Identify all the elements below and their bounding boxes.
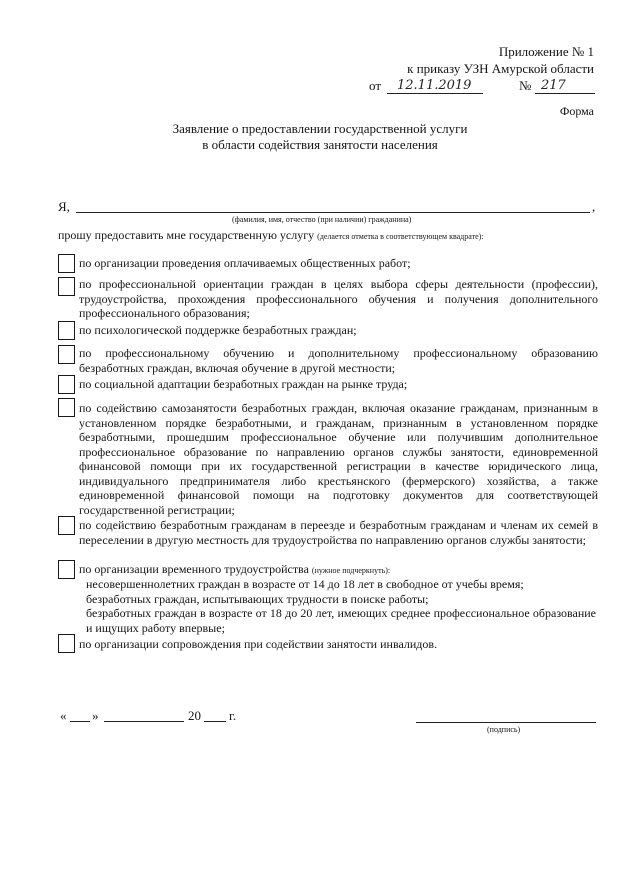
- document-title-line1: Заявление о предоставлении государственной услуги: [172, 121, 468, 136]
- order-date-number-line: [369, 78, 595, 96]
- name-field-hint: (фамилия, имя, отчество (при наличии) гражданина): [232, 215, 412, 224]
- checkbox[interactable]: [58, 634, 75, 653]
- number-label: №: [519, 78, 532, 93]
- checkbox[interactable]: [58, 375, 75, 394]
- from-label: от: [369, 78, 382, 93]
- applicant-name-field[interactable]: [76, 212, 590, 213]
- date-close-quote: »: [92, 708, 99, 723]
- temp-sub-difficulties[interactable]: безработных граждан, испытывающих трудности в поиске работы;: [86, 592, 429, 606]
- option-text: по организации временного трудоустройства: [79, 562, 309, 576]
- temp-sub-minors[interactable]: несовершеннолетних граждан в возрасте от 14 до 18 лет в свободное от учебы время;: [86, 577, 524, 591]
- request-hint: (делается отметка в соответствующем квадрате):: [317, 232, 484, 241]
- month-field[interactable]: [104, 721, 184, 722]
- option-text: по организации сопровождения при содействии занятости инвалидов.: [79, 637, 438, 651]
- name-end-comma: ,: [592, 199, 596, 214]
- appendix-label: Приложение № 1: [498, 44, 594, 59]
- signature-field[interactable]: [416, 722, 596, 723]
- signature-hint: (подпись): [487, 725, 521, 734]
- checkbox[interactable]: [58, 321, 75, 340]
- checkbox[interactable]: [58, 254, 75, 273]
- checkbox[interactable]: [58, 516, 75, 535]
- request-line: [58, 228, 484, 243]
- option-text: по содействию безработным гражданам в переезде и безработным гражданам и членам их семей в переселении в другую местность для трудоустройства по направлению органов службы занятости;: [79, 518, 598, 547]
- number-underline: [535, 93, 595, 94]
- option-text: по психологической поддержке безработных граждан;: [79, 323, 357, 337]
- document-title-line2: в области содействия занятости населения: [202, 137, 438, 152]
- request-text: прошу предоставить мне государственную услугу: [58, 228, 315, 242]
- i-label: Я,: [58, 199, 70, 214]
- option-text: по социальной адаптации безработных граждан на рынке труда;: [79, 377, 408, 391]
- year-prefix: 20: [188, 708, 201, 723]
- order-reference: к приказу УЗН Амурской области: [407, 61, 594, 76]
- option-text: по профессиональной ориентации граждан в целях выбора сферы деятельности (профессии), трудоустройства, прохождения профессионального обучения и получения дополнительного профессионального образования;: [79, 277, 598, 320]
- form-label: Форма: [559, 104, 594, 118]
- day-field[interactable]: [70, 721, 90, 722]
- option-text: по содействию самозанятости безработных граждан, включая оказание гражданам, признанным в установленном порядке безработными, и гражданам, признанным в установленном порядке безработными, прошедшим профессиональное обучение или получившим дополнительное профессиональное образование по направлению органов службы занятости, единовременной финансовой помощи при их государственной регистрации в качестве юридического лица, индивидуального предпринимателя либо крестьянского (фермерского) хозяйства, а также единовременной финансовой помощи на подготовку документов для соответствующей государственной регистрации;: [79, 401, 598, 517]
- checkbox[interactable]: [58, 345, 75, 364]
- date-underline: [387, 93, 483, 94]
- checkbox[interactable]: [58, 560, 75, 579]
- order-number-handwritten: 217: [541, 78, 566, 93]
- checkbox[interactable]: [58, 398, 75, 417]
- order-date-handwritten: 12.11.2019: [397, 78, 472, 93]
- option-text: по организации проведения оплачиваемых общественных работ;: [79, 256, 411, 270]
- option-hint: (нужное подчеркнуть):: [311, 566, 391, 575]
- date-open-quote: «: [60, 708, 67, 723]
- year-field[interactable]: [204, 721, 226, 722]
- temp-sub-graduates[interactable]: безработных граждан в возрасте от 18 до 20 лет, имеющих среднее профессиональное образование и ищущих работу впервые;: [86, 606, 596, 635]
- year-suffix: г.: [229, 708, 237, 723]
- option-text: по профессиональному обучению и дополнительному профессиональному образованию безработных граждан, включая обучение в другой местности;: [79, 346, 598, 375]
- checkbox[interactable]: [58, 277, 75, 296]
